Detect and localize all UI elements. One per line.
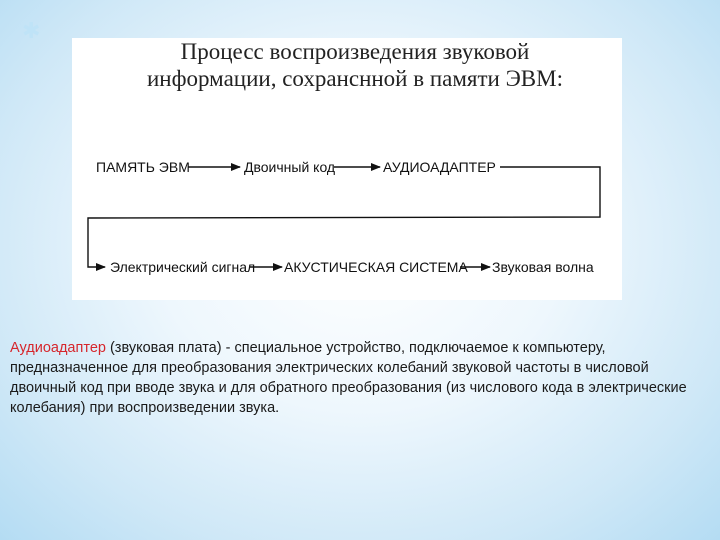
node-memory: ПАМЯТЬ ЭВМ [96,159,190,175]
corner-star-icon: ✱ [22,19,41,44]
node-acoustic-system: АКУСТИЧЕСКАЯ СИСТЕМА [284,259,468,275]
definition-term: Аудиоадаптер [10,340,106,356]
process-diagram [72,38,622,300]
node-sound-wave: Звуковая волна [492,259,594,275]
definition-text: (звуковая плата) - специальное устройство, подключаемое к компьютеру, предназначенное для преобразования электрических колебаний звуковой частоты в числовой двоичный код при вводе звука и для обратного преобразования (из числового кода в электрические колебания) при воспроизведении звука. [10,340,687,416]
figure-title-line-2: информации, сохранснной в памяти ЭВМ: [147,66,563,91]
node-electric-signal: Электрический сигнал [110,259,256,275]
node-binary-code: Двоичный код [244,159,336,175]
arrow-adapter-to-signal [88,167,600,267]
figure-title-line-1: Процесс воспроизведения звуковой [180,39,530,64]
node-audio-adapter: АУДИОАДАПТЕР [383,159,496,175]
definition-paragraph [10,338,700,418]
scanned-figure [72,38,622,300]
